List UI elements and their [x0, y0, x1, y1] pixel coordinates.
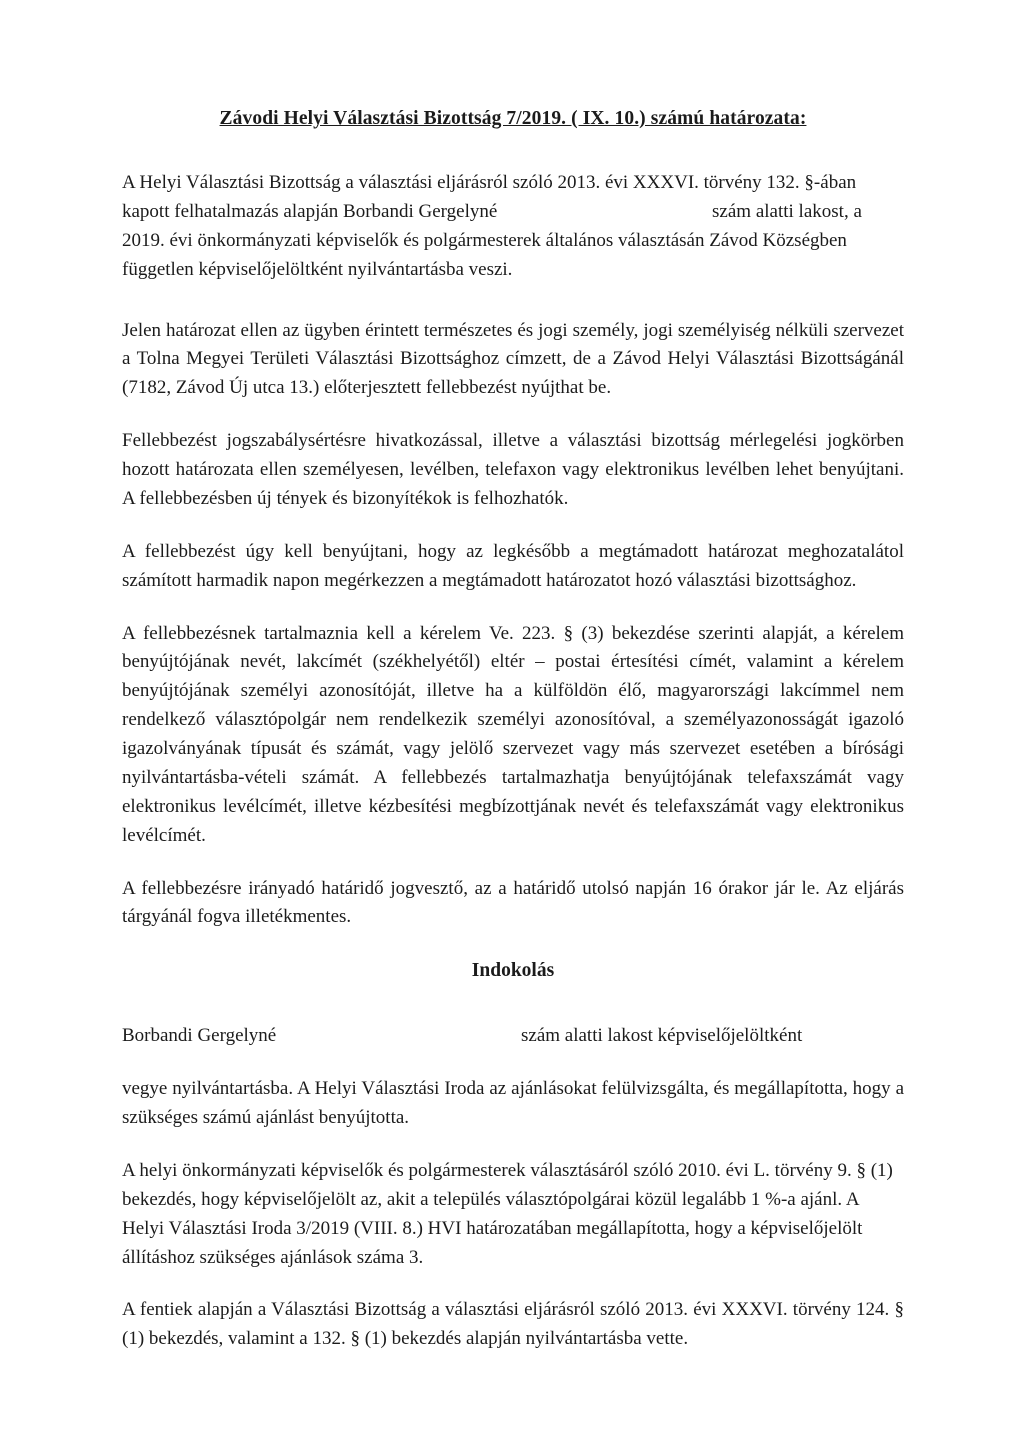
paragraph-appeal-deadline: A fellebbezést úgy kell benyújtani, hogy az legkésőbb a megtámadott határozat meghozatalátol számított harmadik napon megérkezzen a megtámadott határozatot hozó választási bizottsághoz. — [122, 540, 904, 591]
paragraph-indoklas-name: Borbandi Gergelyné — [122, 1025, 277, 1047]
paragraph-appeal-methods: Fellebbezést jogszabálysértésre hivatkozással, illetve a választási bizottság mérlegelési jogkörben hozott határozata ellen személyesen, levélben, telefaxon vagy elektronikus levélben lehet benyújtani. A fellebbezésben új tények és bizonyítékok is felhozhatók. — [122, 430, 904, 509]
paragraph-decision-part1: A Helyi Választási Bizottság a választási eljárásról szóló 2013. évi XXXVI. törvény 132. §-ában kapott felhatalmazás alapján Borbandi Gergelyné — [122, 172, 857, 222]
paragraph-conclusion: A fentiek alapján a Választási Bizottság a választási eljárásról szóló 2013. évi XXXVI. törvény 124. § (1) bekezdés, valamint a 132. § (1) bekezdés alapján nyilvántartásba vette. — [122, 1299, 904, 1350]
paragraph-indoklas-request — [122, 1022, 904, 1051]
paragraph-indoklas-registration: vegye nyilvántartásba. A Helyi Választási Iroda az ajánlásokat felülvizsgálta, és megállapította, hogy a szükséges számú ajánlást benyújtotta. — [122, 1078, 904, 1128]
paragraph-decision-part2: alatti lakost, a 2019. évi önkormányzati képviselők és polgármesterek általános választásán Závod Községben független képviselőjelöltként nyilvántartásba veszi. — [122, 200, 862, 280]
document-body — [122, 108, 904, 1378]
paragraph-indoklas-law: A helyi önkormányzati képviselők és polgármesterek választásáról szóló 2010. évi L. törvény 9. § (1) bekezdés, hogy képviselőjelölt az, akit a település választópolgárai közül legalább 1 %-a ajánl. A Helyi Választási Iroda 3/2019 (VIII. 8.) HVI határozatában megállapította, hogy a képviselőjelölt állításhoz szükséges ajánlások száma 3. — [122, 1159, 893, 1268]
paragraph-decision-blank-label: szám — [712, 200, 752, 222]
paragraph-decision — [122, 169, 904, 285]
page-title-text: Závodi Helyi Választási Bizottság 7/2019. ( IX. 10.) számú határozata — [219, 108, 800, 129]
paragraph-appeal-content: A fellebbezésnek tartalmaznia kell a kérelem Ve. 223. § (3) bekezdése szerinti alapját, a kérelem benyújtójának nevét, lakcímét (székhelyétől) eltér – postai értesítési címét, valamint a kérelem benyújtójának személyi azonosítóját, illetve ha a külföldön élő, magyarországi lakcímmel nem rendelkező választópolgár nem rendelkezik személyi azonosítóval, a személyazonosságát igazoló igazolványának típusát és számát, vagy jelölő szervezet vagy más szervezet esetében a bírósági nyilvántartásba-vételi számát. A fellebbezés tartalmazhatja benyújtójának telefaxszámát vagy elektronikus levélcímét, illetve kézbesítési megbízottjának nevét és telefaxszámát vagy elektronikus levélcímét. — [122, 622, 904, 846]
page-title — [122, 108, 904, 131]
section-heading-indoklas: Indokolás — [471, 960, 555, 982]
paragraph-appeal-authority: Jelen határozat ellen az ügyben érintett természetes és jogi személy, jogi személyiség nélküli szervezet a Tolna Megyei Területi Választási Bizottsághoz címzett, de a Závod Helyi Választási Bizottságánál (7182, Závod Új utca 13.) előterjesztett fellebbezést nyújthat be. — [122, 319, 904, 399]
page-title-colon: : — [799, 108, 807, 129]
paragraph-appeal-expiry: A fellebbezésre irányadó határidő jogvesztő, az a határidő utolsó napján 16 órakor jár le. Az eljárás tárgyánál fogva illetékmentes. — [122, 877, 904, 928]
paragraph-indoklas-blank-label: szám alatti lakost képviselőjelöltként — [521, 1025, 803, 1047]
